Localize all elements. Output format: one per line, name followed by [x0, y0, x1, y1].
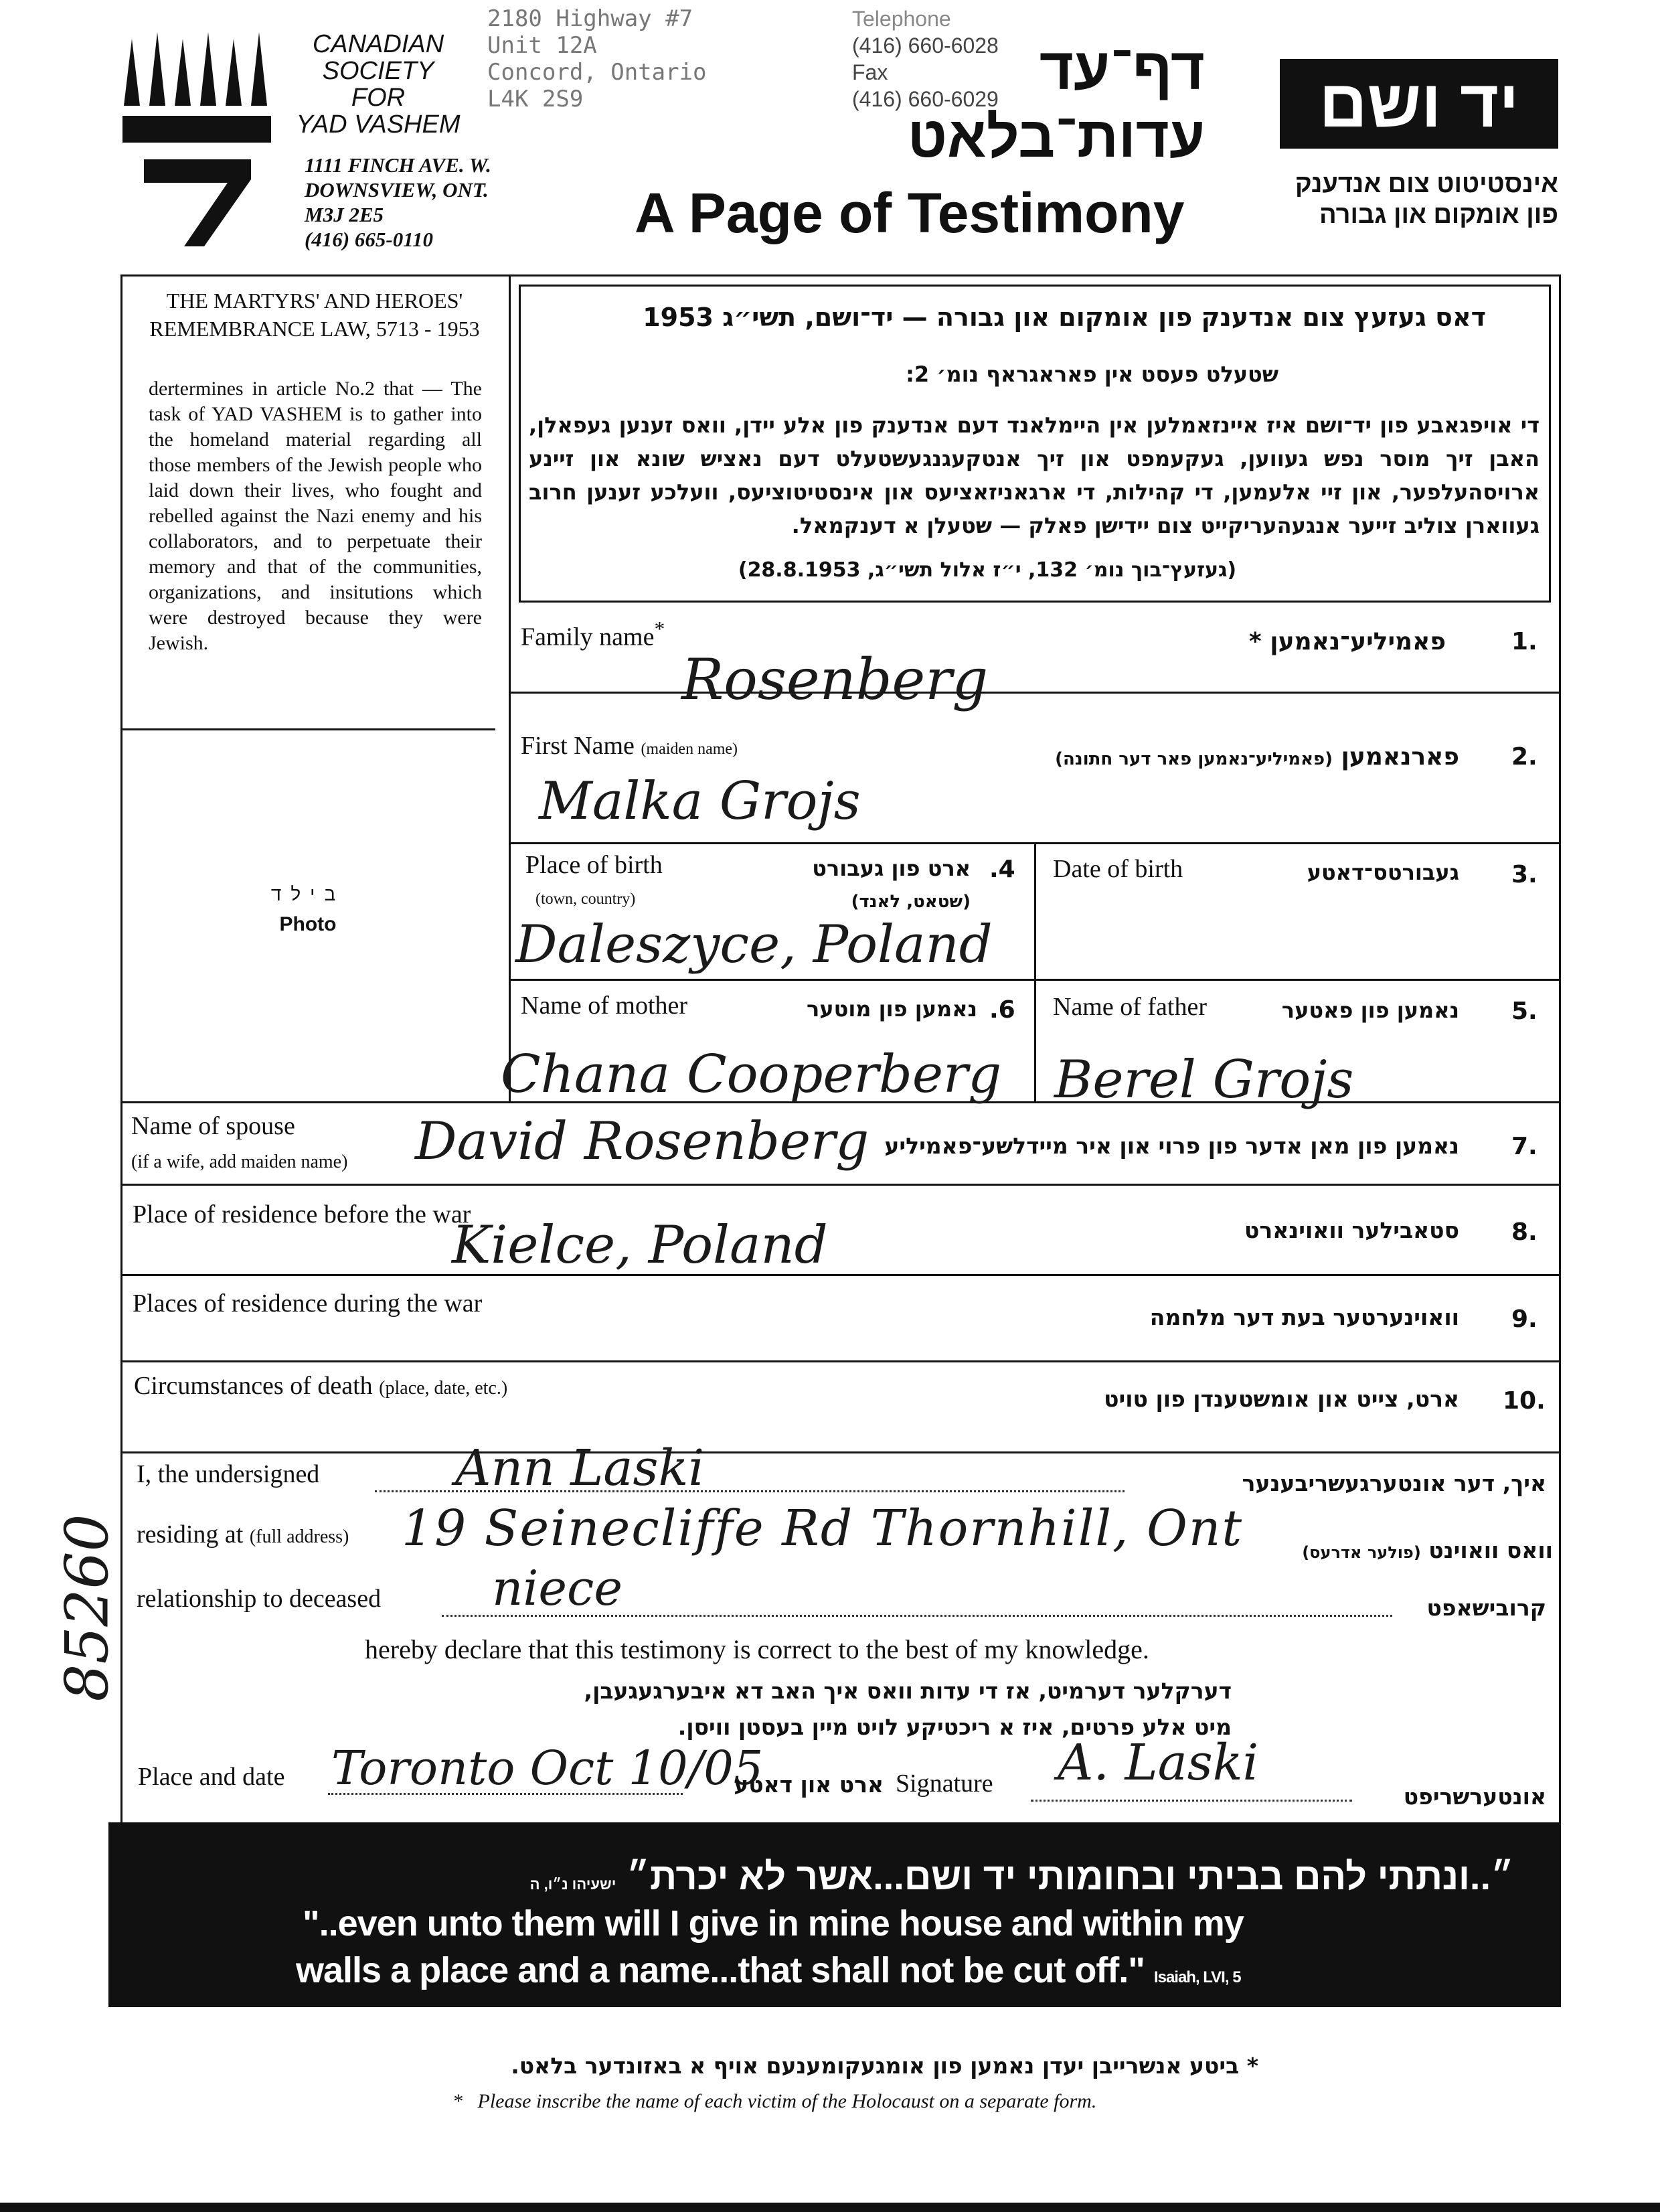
stamp-line: 2180 Highway #7 [487, 5, 693, 32]
residing-label-text: residing at [137, 1520, 244, 1549]
residence-before-war-label: Place of residence before the war [133, 1200, 471, 1229]
photo-hebrew: בילד [270, 884, 345, 904]
declaration-statement: hereby declare that this testimony is correct to the best of my knowledge. [365, 1634, 1149, 1664]
first-name-hebrew-note: (פאמיליע־נאמען פאר דער חתונה) [1055, 749, 1333, 769]
photo-placeholder [221, 884, 395, 936]
footer-hebrew-note [375, 2053, 1258, 2079]
phone-line: Telephone [852, 7, 951, 31]
family-name-value[interactable]: Rosenberg [681, 647, 989, 712]
place-of-birth-value[interactable]: Daleszyce, Poland [515, 915, 993, 975]
relationship-hebrew: קרובישאפט [1426, 1595, 1546, 1621]
signature-label: Signature [896, 1769, 993, 1798]
field-number: .6 [989, 996, 1015, 1024]
law-heading: THE MARTYRS' AND HEROES' REMEMBRANCE LAW, 5713 - 1953 [149, 289, 480, 341]
logo-text: יד ושם [1319, 66, 1519, 141]
relationship-label: relationship to deceased [137, 1585, 382, 1613]
address-line: 1111 FINCH AVE. W. [305, 153, 491, 177]
date-of-birth-hebrew: געבורטס־דאטע [1307, 860, 1459, 885]
column-divider [1034, 979, 1036, 1101]
residence-during-war-label: Places of residence during the war [133, 1289, 483, 1318]
residence-during-war-hebrew: וואוינערטער בעת דער מלחמה [1149, 1304, 1459, 1330]
footer-english-note [452, 2090, 1096, 2113]
yiddish-law-body: די אויפגאבע פון יד־ושם איז איינזאמלען אין היימלאנד דעם אנדענק פון אלע יידן, וואס זענען געפאלן, האבן זיך מוסר נפש געווען, געקעמפט און זיך אנטקעגנגעשטעלט דעם נאציש שונא און זיינע ארויסהעלפער, און זיי אלעמען, די קהילות, די ארגאניזאציעס און אינסטיטוציעס, וועלכע זענען חרוב געווארן צוליב זייער אנגעהעריקייט צום יידישן פאלק — שטעלן א דענקמאל. [529, 412, 1540, 538]
frame-left-lower [120, 1101, 122, 1828]
footer-star: * [1246, 2053, 1258, 2079]
relationship-value[interactable]: niece [492, 1560, 622, 1616]
scripture-banner [108, 1822, 1561, 2007]
stamp-line: Unit 12A [487, 32, 597, 59]
residing-value[interactable]: 19 Seinecliffe Rd Thornhill, Ont [402, 1500, 1244, 1557]
banner-hebrew [209, 1854, 1514, 1898]
father-name-hebrew: נאמען פון פאטער [1281, 998, 1459, 1023]
footer-hebrew-text: ביטע אנשרייבן יעדן נאמען פון אומגעקומענעם אויף א באזונדער בלאט. [511, 2053, 1240, 2079]
spouse-name-note: (if a wife, add maiden name) [131, 1152, 348, 1172]
photo-label: Photo [279, 913, 337, 935]
sidebar-divider [120, 728, 495, 730]
residence-before-war-value[interactable]: Kielce, Poland [452, 1215, 828, 1275]
society-line: SOCIETY [322, 57, 434, 85]
place-date-hebrew: ארט און דאטע [734, 1771, 884, 1798]
frame-right [1559, 274, 1561, 1828]
field-number: 7. [1511, 1133, 1538, 1160]
menorah-icon [117, 25, 281, 253]
date-of-birth-label: Date of birth [1053, 855, 1183, 883]
banner-english-2-text: walls a place and a name...that shall not be cut off." [296, 1950, 1145, 1990]
institute-name [1258, 169, 1558, 230]
first-name-hebrew-text: פארנאמען [1341, 743, 1459, 771]
spouse-name-label: Name of spouse [131, 1112, 295, 1140]
field-number: .4 [989, 856, 1015, 883]
institute-line: פון אומקום און גבורה [1319, 201, 1558, 229]
column-divider [1034, 842, 1036, 979]
menorah-logo [117, 25, 281, 253]
residing-label [137, 1520, 349, 1549]
residence-before-war-hebrew: סטאבילער וואוינארט [1244, 1217, 1459, 1243]
residing-hebrew [1218, 1537, 1553, 1563]
sidebar-right-border [509, 274, 511, 1101]
society-line: CANADIAN [312, 30, 444, 58]
first-name-label-text: First Name [521, 732, 635, 760]
banner-english-2 [296, 1950, 1241, 1991]
field-number: 10. [1503, 1387, 1546, 1415]
undersigned-label: I, the undersigned [137, 1460, 320, 1488]
row-divider [509, 692, 1561, 694]
hebrew-title-2: עדות־בלאט [907, 105, 1205, 169]
row-divider [120, 1184, 1561, 1186]
field-number: 9. [1511, 1306, 1538, 1333]
family-name-hebrew [1138, 628, 1446, 655]
address-line: (416) 665-0110 [305, 228, 434, 251]
signature-hebrew: אונטערשריפט [1403, 1784, 1546, 1810]
field-number: 1. [1511, 628, 1538, 655]
first-name-hebrew [991, 743, 1459, 771]
death-circumstances-hebrew: ארט, צייט און אומשטענדן פון טויט [1104, 1386, 1459, 1412]
hebrew-star: * [1248, 628, 1262, 655]
father-name-value[interactable]: Berel Grojs [1054, 1050, 1354, 1110]
society-name [295, 31, 462, 138]
footer-english-text: Please inscribe the name of each victim of the Holocaust on a separate form. [477, 2090, 1097, 2112]
frame-top [120, 274, 1561, 276]
residing-hebrew-note: (פולער אדרעס) [1302, 1543, 1421, 1562]
spouse-name-value[interactable]: David Rosenberg [415, 1111, 869, 1172]
banner-english-1: "..even unto them will I give in mine house and within my [303, 1903, 1244, 1944]
place-of-birth-label: Place of birth [525, 851, 663, 879]
residing-hebrew-text: וואס וואוינט [1428, 1537, 1553, 1563]
first-name-note: (maiden name) [641, 740, 738, 758]
institute-line: אינסטיטוט צום אנדענק [1295, 170, 1558, 198]
phone-line: (416) 660-6028 [852, 33, 999, 58]
undersigned-hebrew: איך, דער אונטערגעשריבענער [1242, 1470, 1546, 1496]
hebrew-title-1: דף־עד [1039, 35, 1205, 102]
death-circumstances-label [134, 1371, 507, 1401]
spouse-name-hebrew: נאמען פון מאן אדער פון פרוי און איר מיידלשע־פאמיליע [884, 1133, 1459, 1159]
society-address [305, 153, 491, 252]
undersigned-value[interactable]: Ann Laski [455, 1439, 705, 1497]
row-divider [120, 1360, 1561, 1362]
bottom-edge [0, 2203, 1660, 2212]
mother-name-value[interactable]: Chana Cooperberg [501, 1044, 1002, 1105]
footer-star: * [452, 2090, 463, 2112]
stamp-line: L4K 2S9 [487, 86, 584, 112]
place-of-birth-hebrew: ארט פון געבורט [812, 856, 971, 881]
field-number: 8. [1511, 1218, 1538, 1246]
residing-note: (full address) [249, 1526, 349, 1547]
yiddish-law-citation: (געזעץ־בוך נומ׳ 132, י״ז אלול תשי״ג, 28.8.1953) [738, 558, 1237, 582]
row-divider [120, 1274, 1561, 1276]
banner-hebrew-ref: ישעיהו נ״ו, ה [529, 1876, 616, 1893]
address-stamp [487, 5, 707, 112]
signature-value[interactable]: A. Laski [1058, 1734, 1259, 1792]
place-date-label: Place and date [138, 1763, 285, 1791]
stamp-line: Concord, Ontario [487, 59, 707, 86]
death-circumstances-note: (place, date, etc.) [379, 1378, 508, 1399]
address-line: DOWNSVIEW, ONT. [305, 178, 489, 202]
family-name-label [521, 617, 665, 652]
field-number: 5. [1511, 998, 1538, 1025]
first-name-value[interactable]: Malka Grojs [539, 771, 861, 832]
side-number: 85260 [52, 1514, 122, 1702]
family-name-hebrew-text: פאמיליע־נאמען [1270, 628, 1446, 655]
required-star: * [654, 617, 665, 641]
row-divider [120, 1451, 1561, 1453]
place-date-value[interactable]: Toronto Oct 10/05 [331, 1741, 764, 1796]
yiddish-law-subtitle: שטעלט פעסט אין פאראגראף נומ׳ 2: [906, 362, 1278, 387]
place-of-birth-hebrew-note: (שטאט, לאנד) [851, 892, 971, 912]
field-number: 2. [1511, 743, 1538, 771]
phone-line: (416) 660-6029 [852, 87, 999, 111]
banner-ref: Isaiah, LVI, 5 [1153, 1968, 1241, 1986]
hebrew-statement-1: דערקלער דערמיט, אז די עדות וואס איך האב דא איבערגעגעבן, [584, 1678, 1232, 1704]
address-line: M3J 2E5 [305, 203, 384, 226]
banner-hebrew-text: ״..ונתתי להם בביתי ובחומותי יד ושם...אשר לא יכרת״ [626, 1855, 1514, 1897]
place-of-birth-note: (town, country) [535, 890, 636, 908]
yiddish-law-title: דאס געזעץ צום אנדענק פון אומקום און גבורה — יד־ושם, תשי״ג 1953 [643, 303, 1486, 332]
mother-name-label: Name of mother [521, 992, 688, 1020]
field-number: 3. [1511, 861, 1538, 888]
page-title: A Page of Testimony [635, 181, 1185, 244]
family-name-label-text: Family name [521, 623, 655, 651]
frame-left [120, 274, 122, 1101]
phone-line: Fax [852, 60, 888, 84]
law-text: dertermines in article No.2 that — The task of YAD VASHEM is to gather into the homeland material regarding all those members of the Jewish people who laid down their lives, who fought and rebelled against the Nazi enemy and his collaborators, and to perpetuate their memory and that of the communities, organizations, and insitutions which were destroyed because they were Jewish. [149, 378, 482, 654]
first-name-label [521, 731, 738, 761]
hebrew-statement-2: מיט אלע פרטים, איז א ריכטיקע לויט מיין בעסטן וויסן. [677, 1714, 1232, 1740]
death-circumstances-label-text: Circumstances of death [134, 1372, 373, 1400]
father-name-label: Name of father [1053, 993, 1207, 1021]
mother-name-hebrew: נאמען פון מוטער [807, 996, 977, 1022]
society-line: FOR [351, 84, 406, 112]
yad-vashem-logo [1280, 59, 1558, 149]
signature-dotted-line [1031, 1800, 1352, 1802]
society-line: YAD VASHEM [296, 110, 461, 139]
